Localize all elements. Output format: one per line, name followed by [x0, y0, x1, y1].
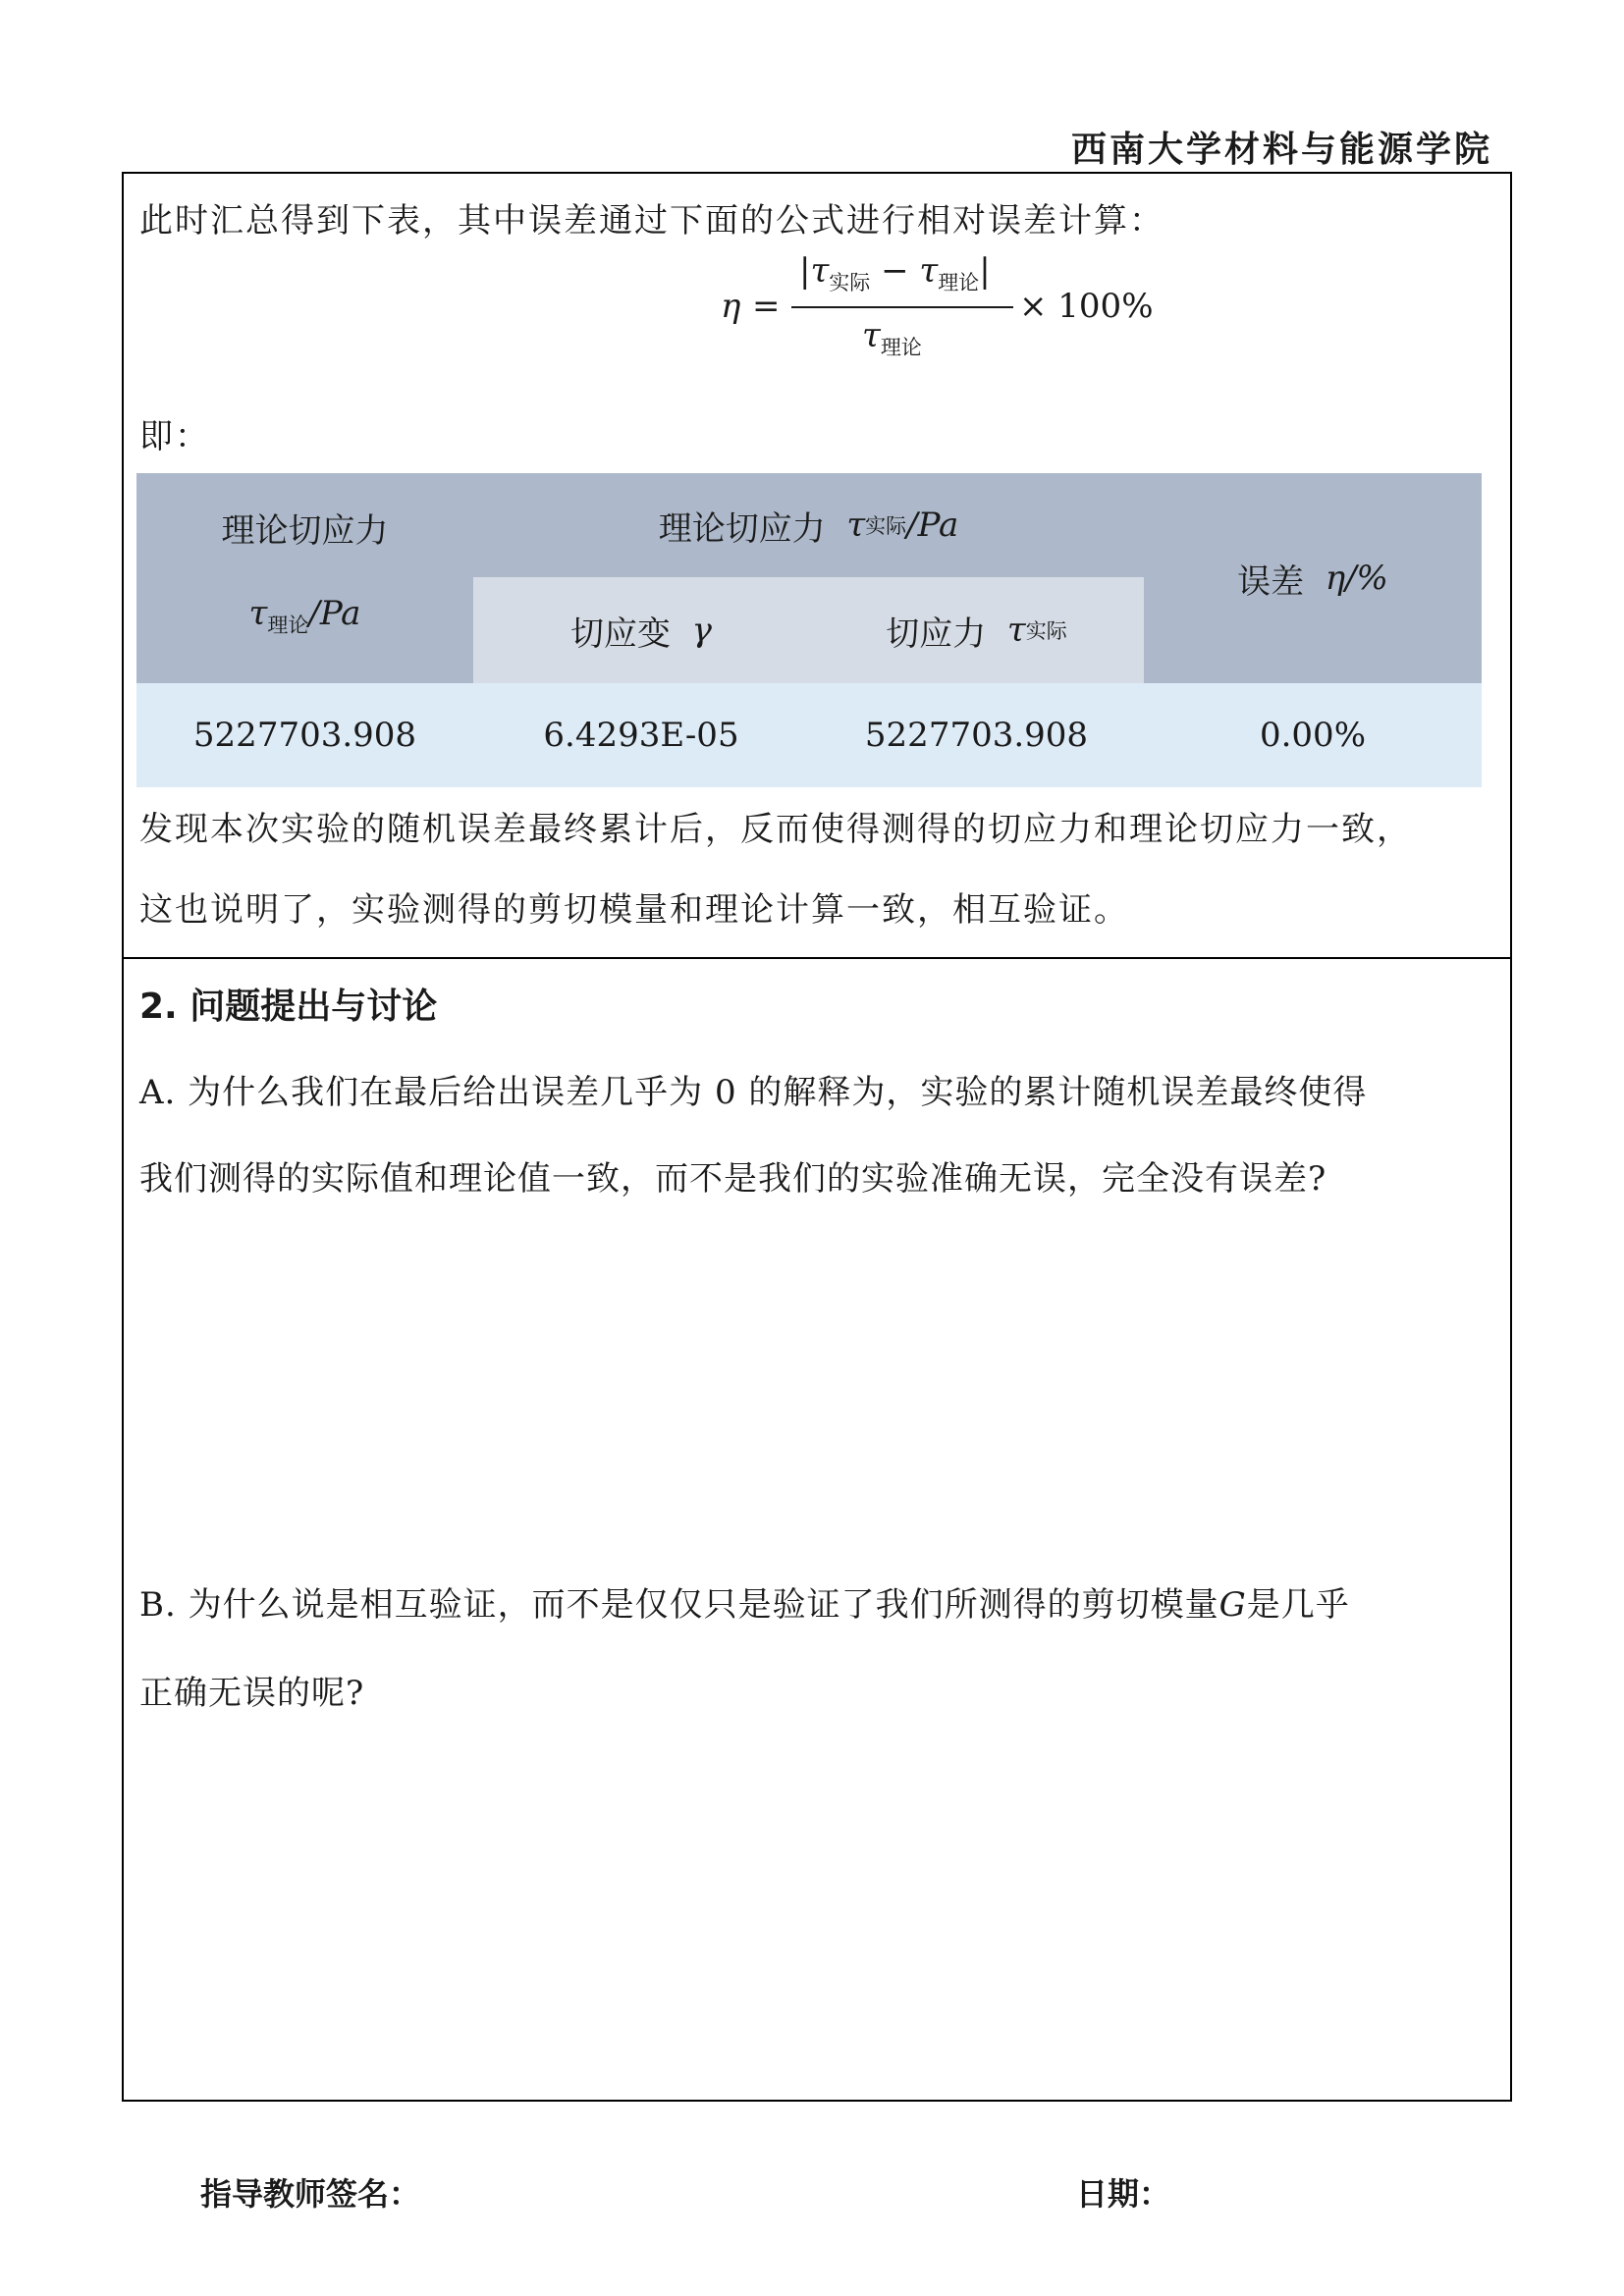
fraction-bar — [791, 306, 1013, 308]
report-frame — [122, 172, 1512, 2102]
header-error: 误差 η/% — [1237, 559, 1388, 602]
formula-numerator: $|\tau_{实际} - \tau_{理论}|$ — [799, 251, 991, 294]
section-divider — [124, 957, 1510, 959]
formula-denominator: $\tau_{理论}$ — [862, 316, 922, 359]
formula-equals: = — [752, 287, 781, 326]
question-a-line-2: 我们测得的实际值和理论值一致，而不是我们的实验准确无误，完全没有误差? — [139, 1159, 1327, 1199]
header-theoretical-stress: 理论切应力 $\tau_{理论}/Pa$ — [221, 511, 389, 637]
section-2-title: 2. 问题提出与讨论 — [139, 987, 438, 1027]
ji-label: 即： — [139, 417, 210, 456]
date-label: 日期： — [1076, 2175, 1171, 2213]
conclusion-line-2: 这也说明了，实验测得的剪切模量和理论计算一致，相互验证。 — [139, 890, 1129, 930]
formula-eta: η — [721, 287, 741, 326]
cell-error-value: 0.00% — [1144, 683, 1482, 787]
results-table — [136, 473, 1482, 787]
question-b-line-1: B. 为什么说是相互验证，而不是仅仅只是验证了我们所测得的剪切模量G是几乎 — [139, 1585, 1350, 1625]
cell-theory-value: 5227703.908 — [136, 683, 473, 787]
relative-error-formula — [595, 251, 1184, 375]
signature-label: 指导教师签名： — [200, 2175, 421, 2213]
question-a-line-1: A. 为什么我们在最后给出误差几乎为 0 的解释为，实验的累计随机误差最终使得 — [139, 1073, 1368, 1112]
question-b-line-2: 正确无误的呢? — [139, 1674, 365, 1713]
formula-multiplier: × 100% — [1019, 287, 1154, 326]
intro-text: 此时汇总得到下表，其中误差通过下面的公式进行相对误差计算： — [139, 201, 1164, 240]
cell-strain-value: 6.4293E-05 — [473, 683, 809, 787]
cell-stress-value: 5227703.908 — [809, 683, 1144, 787]
institution-header: 西南大学材料与能源学院 — [1070, 129, 1492, 170]
header-group-actual-stress: 理论切应力 τ 实际 /Pa — [658, 506, 959, 549]
conclusion-line-1: 发现本次实验的随机误差最终累计后，反而使得测得的切应力和理论切应力一致， — [139, 810, 1412, 849]
header-shear-strain: 切应变 γ — [473, 577, 809, 683]
header-shear-stress: 切应力 τ 实际 — [809, 577, 1144, 683]
